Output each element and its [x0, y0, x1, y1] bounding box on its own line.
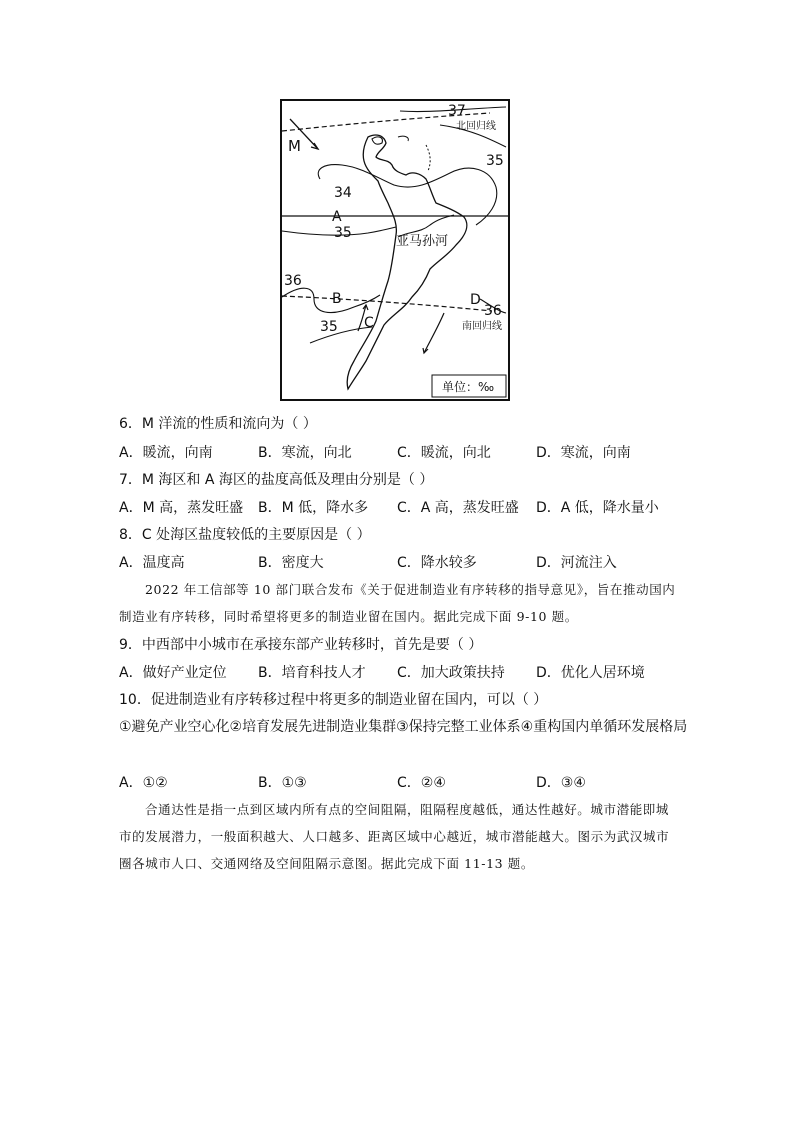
option-7d[interactable]: D．A 低，降水量小: [536, 500, 659, 516]
label-tropic-south: 南回归线: [462, 321, 502, 332]
option-6b[interactable]: B．寒流，向北: [258, 445, 352, 461]
option-9c[interactable]: C．加大政策扶持: [397, 665, 505, 681]
option-8c[interactable]: C．降水较多: [397, 555, 477, 571]
option-7a[interactable]: A．M 高，蒸发旺盛: [119, 500, 244, 516]
option-8d[interactable]: D．河流注入: [536, 555, 617, 571]
option-10c[interactable]: C．②④: [397, 775, 446, 791]
passage-1: 2022 年工信部等 10 部门联合发布《关于促进制造业有序转移的指导意见》，旨在推动国内制造业有序转移，同时希望将更多的制造业留在国内。据此完成下面 9-10 题。: [119, 582, 676, 624]
label-iso-36-e: 36: [484, 303, 502, 319]
label-iso-37: 37: [448, 103, 466, 119]
label-c: C: [364, 315, 374, 331]
question-10-statements: ①避免产业空心化②培育发展先进制造业集群③保持完整工业体系④重构国内单循环发展格局: [119, 719, 688, 735]
passage-2: 合通达性是指一点到区域内所有点的空间阻隔，阻隔程度越低，通达性越好。城市潜能即城市的发展潜力，一般面积越大、人口越多、距离区域中心越近，城市潜能越大。图示为武汉城市圈各城市人口、交通网络及空间阻隔示意图。据此完成下面 11-13 题。: [119, 802, 670, 871]
option-10d[interactable]: D．③④: [536, 775, 586, 791]
option-8b[interactable]: B．密度大: [258, 555, 324, 571]
label-tropic-north: 北回归线: [456, 121, 496, 132]
option-10a[interactable]: A．①②: [119, 775, 168, 791]
question-8-stem: 8．C 处海区盐度较低的主要原因是（ ）: [119, 527, 371, 543]
option-9a[interactable]: A．做好产业定位: [119, 665, 227, 681]
label-iso-35-ne: 35: [486, 153, 504, 169]
option-7b[interactable]: B．M 低，降水多: [258, 500, 369, 516]
label-m: M: [288, 137, 301, 155]
question-7-stem: 7．M 海区和 A 海区的盐度高低及理由分别是（ ）: [119, 472, 434, 488]
label-b: B: [332, 291, 342, 307]
label-amazon: 亚马孙河: [396, 234, 449, 249]
option-6a[interactable]: A．暖流，向南: [119, 445, 213, 461]
label-iso-35-mid: 35: [334, 225, 352, 241]
option-7c[interactable]: C．A 高，蒸发旺盛: [397, 500, 519, 516]
question-9-stem: 9．中西部中小城市在承接东部产业转移时，首先是要（ ）: [119, 637, 483, 653]
label-iso-36-w: 36: [284, 273, 302, 289]
option-6c[interactable]: C．暖流，向北: [397, 445, 491, 461]
label-iso-35-sw: 35: [320, 319, 338, 335]
question-6-stem: 6．M 洋流的性质和流向为（ ）: [119, 416, 317, 432]
label-d: D: [470, 292, 481, 308]
option-6d[interactable]: D．寒流，向南: [536, 445, 631, 461]
question-10-stem: 10．促进制造业有序转移过程中将更多的制造业留在国内，可以（ ）: [119, 692, 548, 708]
salinity-map: [280, 99, 510, 401]
option-10b[interactable]: B．①③: [258, 775, 307, 791]
unit-label: 单位：‰: [442, 380, 495, 394]
option-8a[interactable]: A．温度高: [119, 555, 185, 571]
label-iso-34: 34: [334, 185, 352, 201]
label-a: A: [332, 209, 342, 225]
option-9d[interactable]: D．优化人居环境: [536, 665, 645, 681]
option-9b[interactable]: B．培育科技人才: [258, 665, 366, 681]
